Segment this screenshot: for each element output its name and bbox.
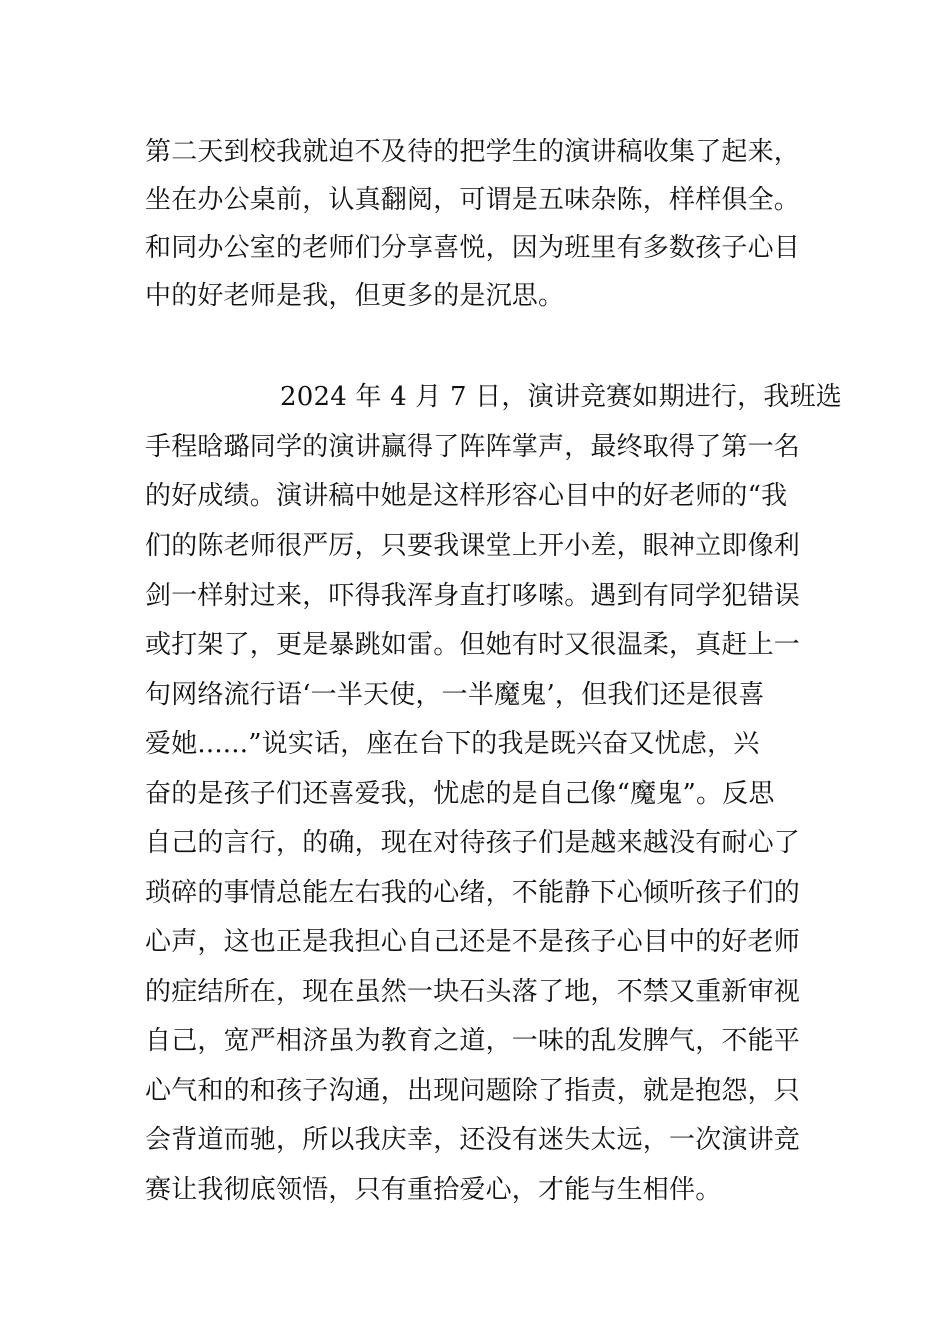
paragraph-2-line: 自己，宽严相济虽为教育之道，一味的乱发脾气，不能平 bbox=[145, 1026, 801, 1056]
paragraph-1-line: 中的好老师是我，但更多的是沉思。 bbox=[145, 281, 565, 311]
paragraph-2-line: 自己的言行，的确，现在对待孩子们是越来越没有耐心了 bbox=[145, 828, 801, 858]
paragraph-2-line: 的好成绩。演讲稿中她是这样形容心目中的好老师的“我 bbox=[145, 481, 788, 511]
paragraph-1-line: 坐在办公桌前，认真翻阅，可谓是五味杂陈，样样俱全。 bbox=[145, 185, 801, 215]
paragraph-2-line: 剑一样射过来，吓得我浑身直打哆嗦。遇到有同学犯错误 bbox=[145, 581, 801, 611]
paragraph-2-line: 心气和的和孩子沟通，出现问题除了指责，就是抱怨，只 bbox=[145, 1076, 801, 1106]
paragraph-2-line: 的症结所在，现在虽然一块石头落了地，不禁又重新审视 bbox=[145, 977, 801, 1007]
paragraph-2-line: 爱她......”说实话，座在台下的我是既兴奋又忧虑，兴 bbox=[145, 729, 760, 759]
paragraph-1-line: 第二天到校我就迫不及待的把学生的演讲稿收集了起来， bbox=[145, 137, 801, 167]
paragraph-2-line: 赛让我彻底领悟，只有重拾爱心，才能与生相伴。 bbox=[145, 1175, 722, 1205]
paragraph-2-line: 2024 年 4 月 7 日，演讲竞赛如期进行，我班选 bbox=[280, 382, 842, 412]
paragraph-1-line: 和同办公室的老师们分享喜悦，因为班里有多数孩子心目 bbox=[145, 233, 801, 263]
paragraph-2-line: 手程晗璐同学的演讲赢得了阵阵掌声，最终取得了第一名 bbox=[145, 432, 801, 462]
paragraph-2-line: 们的陈老师很严厉，只要我课堂上开小差，眼神立即像利 bbox=[145, 531, 801, 561]
paragraph-2-line: 奋的是孩子们还喜爱我，忧虑的是自己像“魔鬼”。反思 bbox=[145, 779, 775, 809]
paragraph-2-line: 或打架了，更是暴跳如雷。但她有时又很温柔，真赶上一 bbox=[145, 630, 801, 660]
paragraph-2-line: 会背道而驰，所以我庆幸，还没有迷失太远，一次演讲竞 bbox=[145, 1125, 801, 1155]
paragraph-2-line: 句网络流行语‘一半天使，一半魔鬼’，但我们还是很喜 bbox=[145, 680, 765, 710]
paragraph-2-line: 琐碎的事情总能左右我的心绪，不能静下心倾听孩子们的 bbox=[145, 878, 801, 908]
paragraph-2-line: 心声，这也正是我担心自己还是不是孩子心目中的好老师 bbox=[145, 927, 801, 957]
